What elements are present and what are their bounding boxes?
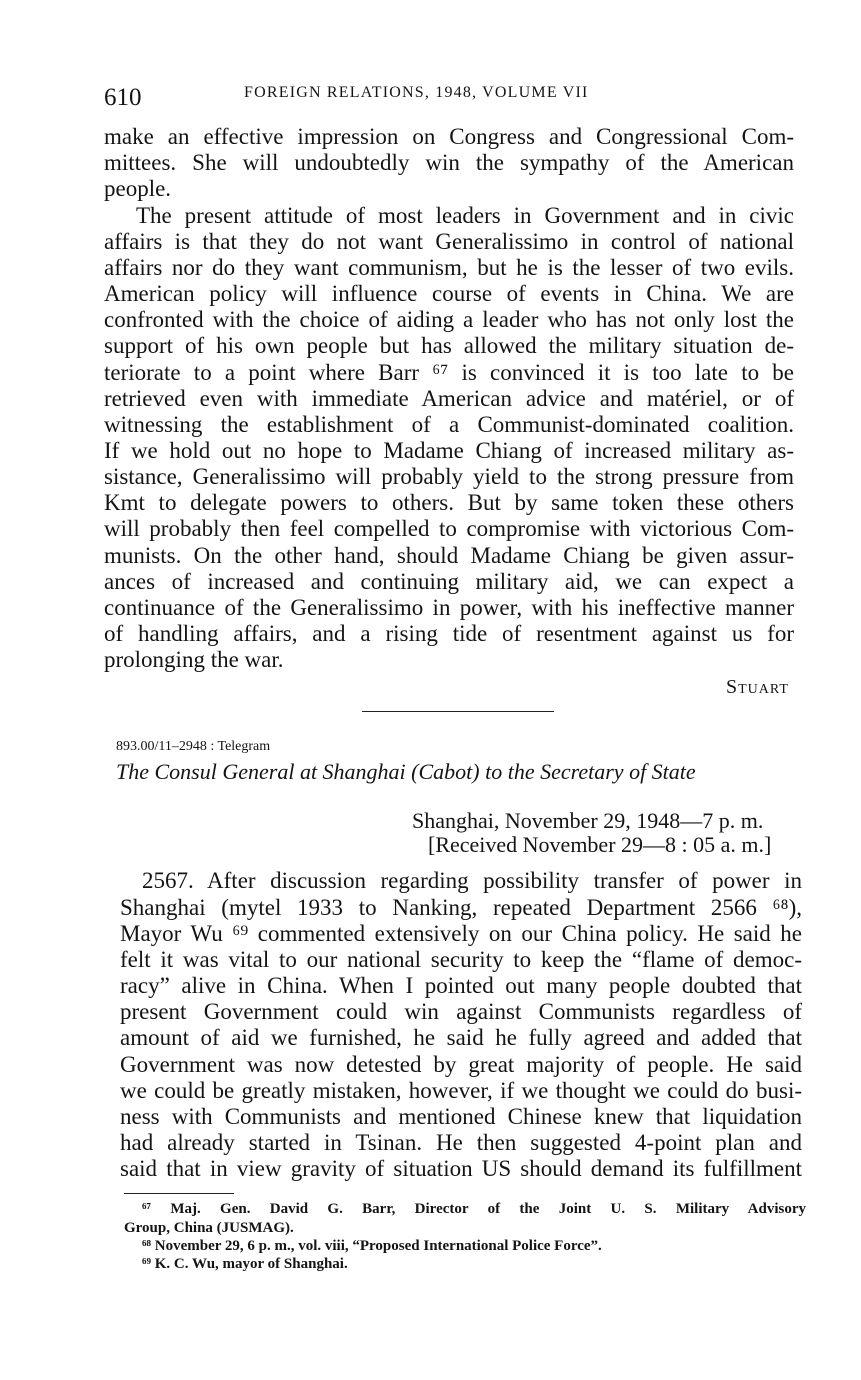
text-line: felt it was vital to our national security to keep the “flame of democ-	[120, 947, 802, 972]
text-line: American policy will influence course of events in China. We are	[104, 281, 794, 306]
text-line: Government was now detested by great majority of people. He said	[120, 1052, 802, 1077]
text-line: mittees. She will undoubtedly win the sympathy of the American	[104, 150, 794, 175]
footnote-67-continued: Group, China (JUSMAG).	[124, 1220, 294, 1236]
received-date: [Received November 29—8 : 05 a. m.]	[428, 832, 772, 857]
text-line: will probably then feel compelled to compromise with victorious Com-	[104, 516, 794, 541]
footnote-69: ⁶⁹ K. C. Wu, mayor of Shanghai.	[142, 1256, 348, 1272]
text-line: amount of aid we furnished, he said he fully agreed and added that	[120, 1025, 802, 1050]
text-line: racy” alive in China. When I pointed out many people doubted that	[120, 973, 802, 998]
text-line: affairs nor do they want communism, but he is the lesser of two evils.	[104, 255, 794, 280]
paragraph-start-line: 2567. After discussion regarding possibility transfer of power in	[142, 868, 802, 893]
text-line: teriorate to a point where Barr ⁶⁷ is convinced it is too late to be	[104, 360, 794, 385]
text-line: witnessing the establishment of a Communist-dominated coalition.	[104, 412, 794, 437]
text-line: Kmt to delegate powers to others. But by same token these others	[104, 490, 794, 515]
footnote-divider	[124, 1193, 234, 1194]
text-line: ances of increased and continuing military aid, we can expect a	[104, 569, 794, 594]
text-line: of handling affairs, and a rising tide of resentment against us for	[104, 621, 794, 646]
text-line: retrieved even with immediate American advice and matériel, or of	[104, 386, 794, 411]
footnote-67: ⁶⁷ Maj. Gen. David G. Barr, Director of the Joint U. S. Military Advisory	[142, 1201, 806, 1217]
text-line: prolonging the war.	[104, 647, 284, 672]
text-line: confronted with the choice of aiding a leader who has not only lost the	[104, 307, 794, 332]
text-line: people.	[104, 176, 172, 201]
text-line: had already started in Tsinan. He then suggested 4-point plan and	[120, 1130, 802, 1155]
place-date: Shanghai, November 29, 1948—7 p. m.	[412, 808, 764, 833]
text-line: make an effective impression on Congress and Congressional Com-	[104, 124, 794, 149]
signature: Stuart	[726, 676, 789, 698]
section-divider	[362, 711, 554, 712]
text-line: we could be greatly mistaken, however, if we thought we could do busi-	[120, 1078, 802, 1103]
text-line: said that in view gravity of situation US should demand its fulfillment	[120, 1156, 802, 1181]
text-line: continuance of the Generalissimo in power, with his ineffective manner	[104, 595, 794, 620]
text-line: present Government could win against Communists regardless of	[120, 999, 802, 1024]
footnote-68: ⁶⁸ November 29, 6 p. m., vol. viii, “Proposed International Police Force”.	[142, 1238, 602, 1254]
page-number: 610	[104, 84, 142, 111]
running-title: FOREIGN RELATIONS, 1948, VOLUME VII	[244, 84, 589, 101]
text-line: affairs is that they do not want Generalissimo in control of national	[104, 229, 794, 254]
text-line: If we hold out no hope to Madame Chiang of increased military as-	[104, 438, 794, 463]
text-line: ness with Communists and mentioned Chinese knew that liquidation	[120, 1104, 802, 1129]
document-heading: The Consul General at Shanghai (Cabot) to the Secretary of State	[116, 759, 696, 784]
text-line: support of his own people but has allowed the military situation de-	[104, 333, 794, 358]
document-reference: 893.00/11–2948 : Telegram	[116, 739, 271, 754]
text-line: Shanghai (mytel 1933 to Nanking, repeated Department 2566 ⁶⁸),	[120, 895, 802, 920]
paragraph-start-line: The present attitude of most leaders in Government and in civic	[136, 203, 794, 228]
text-line: Mayor Wu ⁶⁹ commented extensively on our China policy. He said he	[120, 921, 802, 946]
text-line: munists. On the other hand, should Madame Chiang be given assur-	[104, 543, 794, 568]
text-line: sistance, Generalissimo will probably yield to the strong pressure from	[104, 464, 794, 489]
